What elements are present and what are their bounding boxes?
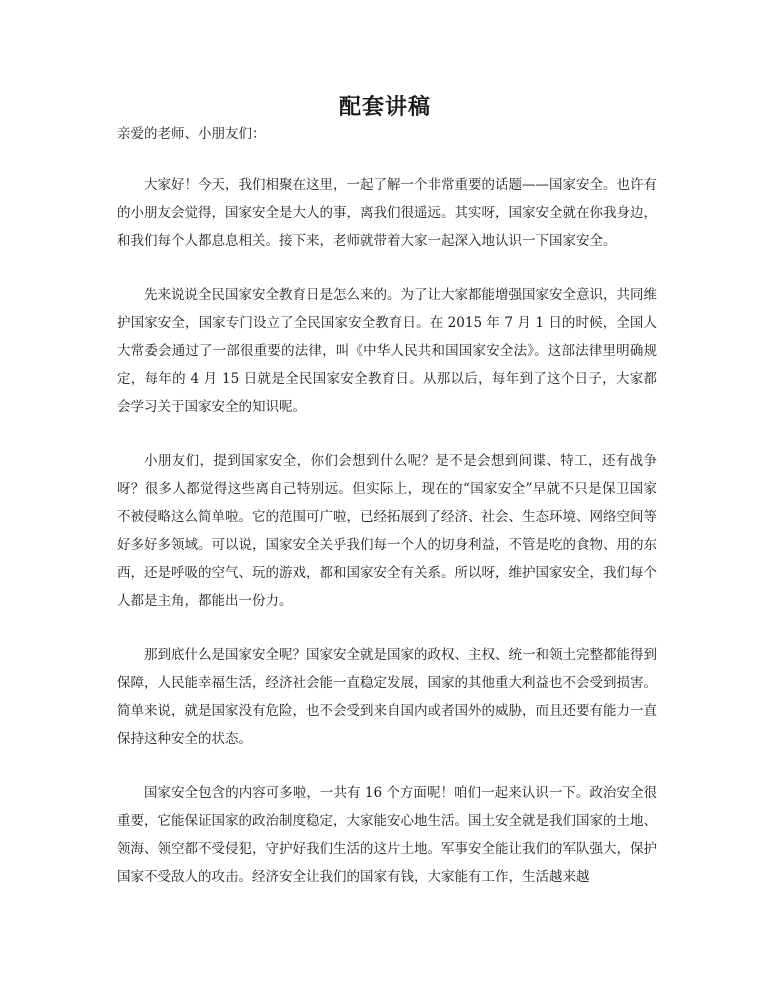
document-body [117,124,657,891]
salutation: 亲爱的老师、小朋友们： [117,126,266,142]
paragraph-greeting: 大家好！今天，我们相聚在这里，一起了解一个非常重要的话题——国家安全。也许有的小朋友会觉得，国家安全是大人的事，离我们很遥远。其实呀，国家安全就在你我身边，和我们每个人都息息相关。接下来，老师就带着大家一起深入地认识一下国家安全。 [117,177,657,249]
document-title: 配套讲稿 [338,94,431,120]
spacer [117,421,657,447]
spacer [117,255,657,281]
spacer [117,615,657,641]
spacer [117,753,657,779]
paragraph-education-day: 先来说说全民国家安全教育日是怎么来的。为了让大家都能增强国家安全意识，共同维护国家安全，国家专门设立了全民国家安全教育日。在 2015 年 7 月 1 日的时候，全国人大常委会通过了一部很重要的法律，叫《中华人民共和国国家安全法》。这部法律里明确规定，每年的 4 月 15 日就是全民国家安全教育日。从那以后，每年到了这个日子，大家都会学习关于国家安全的知识呢。 [117,287,657,415]
paragraph-sixteen-aspects: 国家安全包含的内容可多啦，一共有 16 个方面呢！咱们一起来认识一下。政治安全很重要，它能保证国家的政治制度稳定，大家能安心地生活。国土安全就是我们国家的土地、领海、领空都不受侵犯，守护好我们生活的这片土地。军事安全能让我们的军队强大，保护国家不受敌人的攻击。经济安全让我们的国家有钱，大家能有工作，生活越来越 [117,785,657,885]
spacer [117,144,657,171]
paragraph-scope: 小朋友们，提到国家安全，你们会想到什么呢？是不是会想到间谍、特工，还有战争呀？很多人都觉得这些离自己特别远。但实际上，现在的“国家安全”早就不只是保卫国家不被侵略这么简单啦。它的范围可广啦，已经拓展到了经济、社会、生态环境、网络空间等好多好多领域。可以说，国家安全关乎我们每一个人的切身利益，不管是吃的食物、用的东西，还是呼吸的空气、玩的游戏，都和国家安全有关系。所以呀，维护国家安全，我们每个人都是主角，都能出一份力。 [117,453,657,609]
paragraph-definition: 那到底什么是国家安全呢？国家安全就是国家的政权、主权、统一和领土完整都能得到保障，人民能幸福生活，经济社会能一直稳定发展，国家的其他重大利益也不会受到损害。简单来说，就是国家没有危险，也不会受到来自国内或者国外的威胁，而且还要有能力一直保持这种安全的状态。 [117,647,657,747]
